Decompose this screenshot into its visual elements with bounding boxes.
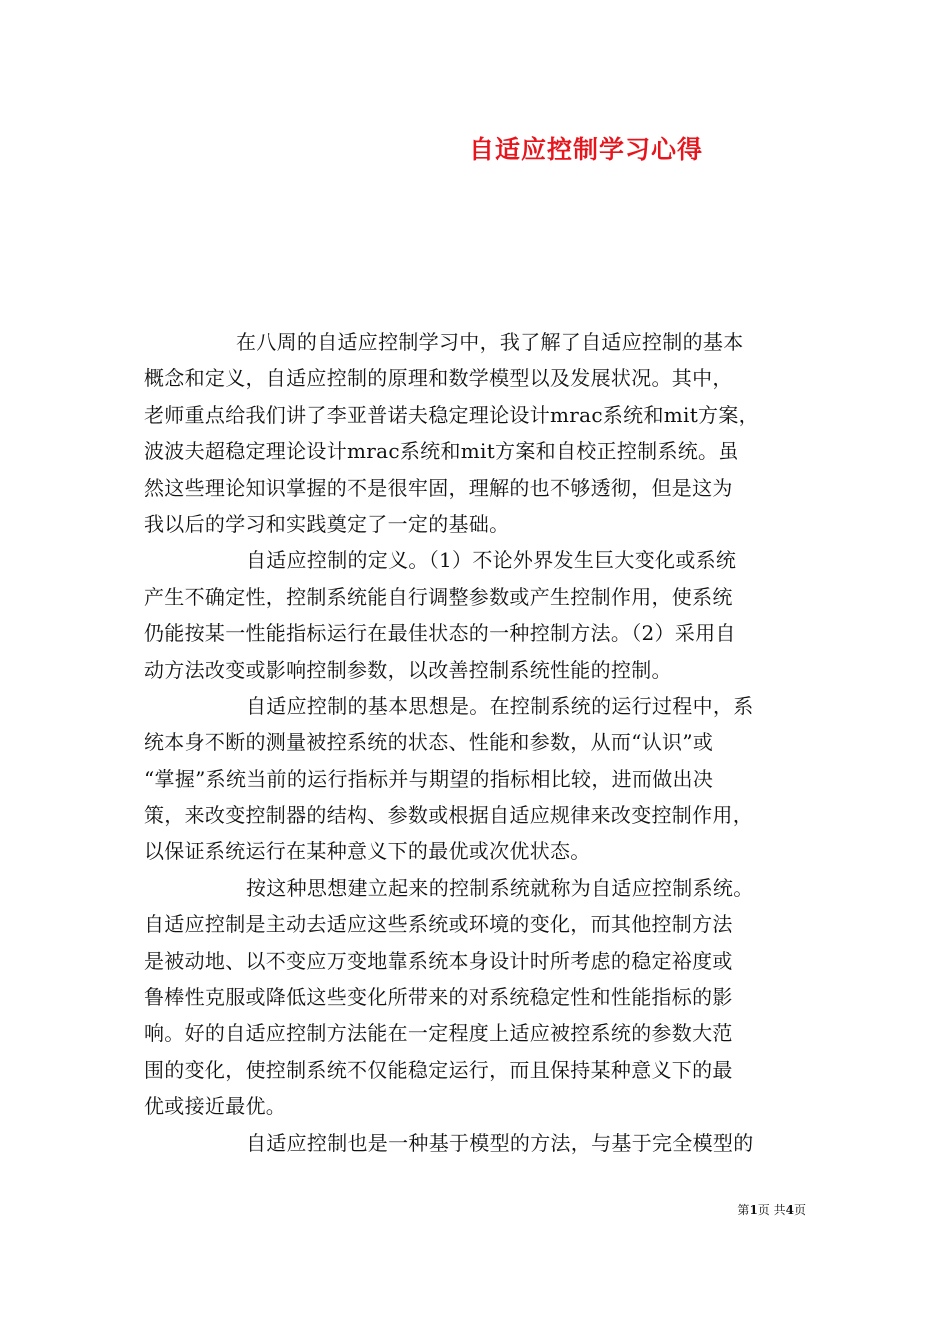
text-line: 概念和定义，自适应控制的原理和数学模型以及发展状况。其中， xyxy=(144,366,733,391)
text-line: 按这种思想建立起来的控制系统就称为自适应控制系统。 xyxy=(246,875,754,900)
text-line: 老师重点给我们讲了李亚普诺夫稳定理论设计mrac系统和mit方案， xyxy=(144,402,759,427)
footer-suffix: 页 xyxy=(793,1203,806,1217)
page-footer xyxy=(0,1200,806,1220)
footer-mid: 页 共 xyxy=(757,1203,786,1217)
footer-current-page: 1 xyxy=(749,1203,758,1217)
text-line: 我以后的学习和实践奠定了一定的基础。 xyxy=(144,511,510,536)
text-line: 是被动地、以不变应万变地靠系统本身设计时所考虑的稳定裕度或 xyxy=(144,948,733,973)
text-line: 自适应控制的定义。（1）不论外界发生巨大变化或系统 xyxy=(246,548,737,573)
text-line: “掌握”系统当前的运行指标并与期望的指标相比较，进而做出决 xyxy=(144,766,714,791)
text-line: 自适应控制的基本思想是。在控制系统的运行过程中，系 xyxy=(246,693,754,718)
text-line: 自适应控制也是一种基于模型的方法，与基于完全模型的 xyxy=(246,1130,754,1155)
text-line: 统本身不断的测量被控系统的状态、性能和参数，从而“认识”或 xyxy=(144,730,714,755)
document-body xyxy=(144,324,809,1161)
text-line: 产生不确定性，控制系统能自行调整参数或产生控制作用，使系统 xyxy=(144,584,733,609)
text-line: 围的变化，使控制系统不仅能稳定运行，而且保持某种意义下的最 xyxy=(144,1057,733,1082)
text-line: 自适应控制是主动去适应这些系统或环境的变化，而其他控制方法 xyxy=(144,912,733,937)
document-title: 自适应控制学习心得 xyxy=(468,135,703,164)
text-line: 波波夫超稳定理论设计mrac系统和mit方案和自校正控制系统。虽 xyxy=(144,439,739,464)
text-line: 动方法改变或影响控制参数，以改善控制系统性能的控制。 xyxy=(144,657,672,682)
text-line: 然这些理论知识掌握的不是很牢固，理解的也不够透彻，但是这为 xyxy=(144,475,733,500)
text-line: 以保证系统运行在某种意义下的最优或次优状态。 xyxy=(144,839,591,864)
footer-total-pages: 4 xyxy=(785,1203,794,1217)
footer-prefix: 第 xyxy=(737,1203,750,1217)
text-line: 在八周的自适应控制学习中，我了解了自适应控制的基本 xyxy=(236,330,744,354)
text-line: 策，来改变控制器的结构、参数或根据自适应规律来改变控制作用， xyxy=(144,803,753,828)
text-line: 仍能按某一性能指标运行在最佳状态的一种控制方法。（2）采用自 xyxy=(144,621,736,646)
text-line: 优或接近最优。 xyxy=(144,1094,287,1119)
text-line: 响。好的自适应控制方法能在一定程度上适应被控系统的参数大范 xyxy=(144,1021,733,1046)
text-line: 鲁棒性克服或降低这些变化所带来的对系统稳定性和性能指标的影 xyxy=(144,985,733,1010)
